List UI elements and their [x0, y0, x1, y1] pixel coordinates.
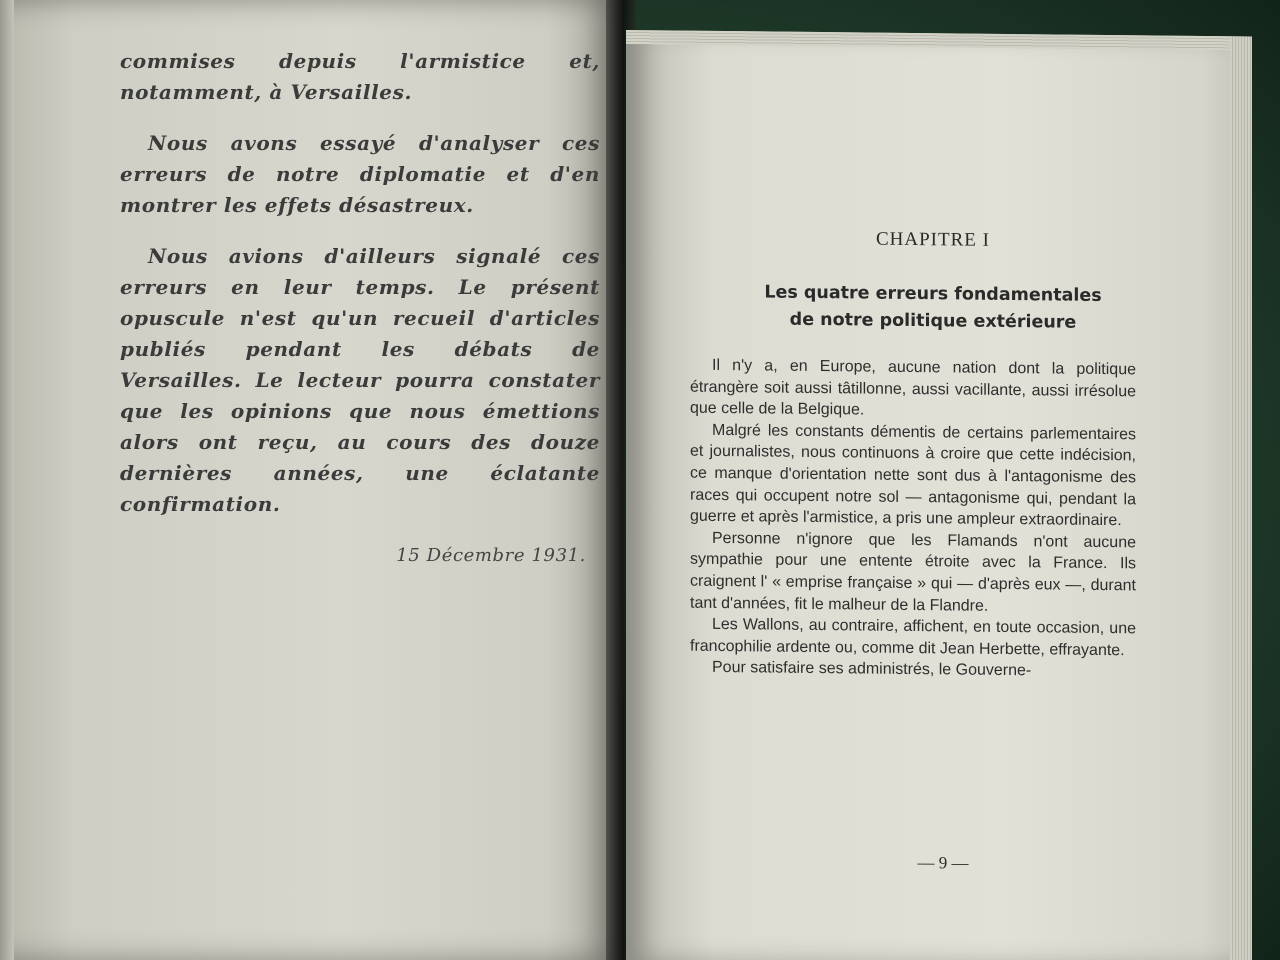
left-paragraph-3: Nous avions d'ailleurs signalé ces erreurs en leur temps. Le présent opuscule n'est qu'un recueil d'articles publiés pendant les débats de Versailles. Le lecteur pourra constater que les opinions que nous émettions alors ont reçu, au cours des douze dernières années, une éclatante confirmation.: [120, 244, 600, 516]
chapter-title: [690, 279, 1136, 338]
right-page-top-edge: [626, 30, 1252, 51]
right-page-fore-edge: [1230, 36, 1252, 960]
left-paragraph-2: Nous avons essayé d'analyser ces erreurs de notre diplomatie et d'en montrer les effets désastreux.: [120, 131, 600, 217]
left-paragraph-1: commises depuis l'armistice et, notamment, à Versailles.: [120, 49, 600, 104]
chapter-title-line-2: de notre politique extérieure: [789, 309, 1077, 333]
chapter-body: [690, 355, 1136, 684]
page-number: — 9 —: [917, 853, 969, 873]
left-page-text: [120, 46, 600, 571]
left-page-date: 15 Décembre 1931.: [396, 545, 586, 566]
body-paragraph-3: Personne n'ignore que les Flamands n'ont aucune sympathie pour une entente étroite avec la France. Ils craignent l' « emprise française » qui — d'après eux —, durant tant d'années, fit le malheur de la Flandre.: [690, 529, 1136, 615]
chapter-title-line-1: Les quatre erreurs fondamentales: [764, 282, 1102, 306]
chapter-heading: CHAPITRE I: [876, 228, 990, 251]
left-page: [0, 0, 622, 960]
body-paragraph-2: Malgré les constants démentis de certains parlementaires et journalistes, nous continuons à croire que cette indécision, ce manque d'orientation nette sont dus à l'antagonisme des races qui occupent notre sol — antagonisme qui, pendant la guerre et après l'armistice, a pris une ampleur extraordinaire.: [690, 421, 1136, 530]
body-paragraph-5: Pour satisfaire ses administrés, le Gouverne-: [712, 659, 1032, 680]
right-page: [626, 30, 1252, 960]
body-paragraph-1: Il n'y a, en Europe, aucune nation dont la politique étrangère soit aussi tâtillonne, aussi vacillante, aussi irrésolue que celle de la Belgique.: [690, 356, 1136, 419]
left-page-edge: [0, 0, 14, 960]
right-page-content: [690, 227, 1136, 873]
body-paragraph-4: Les Wallons, au contraire, affichent, en toute occasion, une francophilie ardente ou, comme dit Jean Herbette, effrayante.: [690, 616, 1136, 659]
